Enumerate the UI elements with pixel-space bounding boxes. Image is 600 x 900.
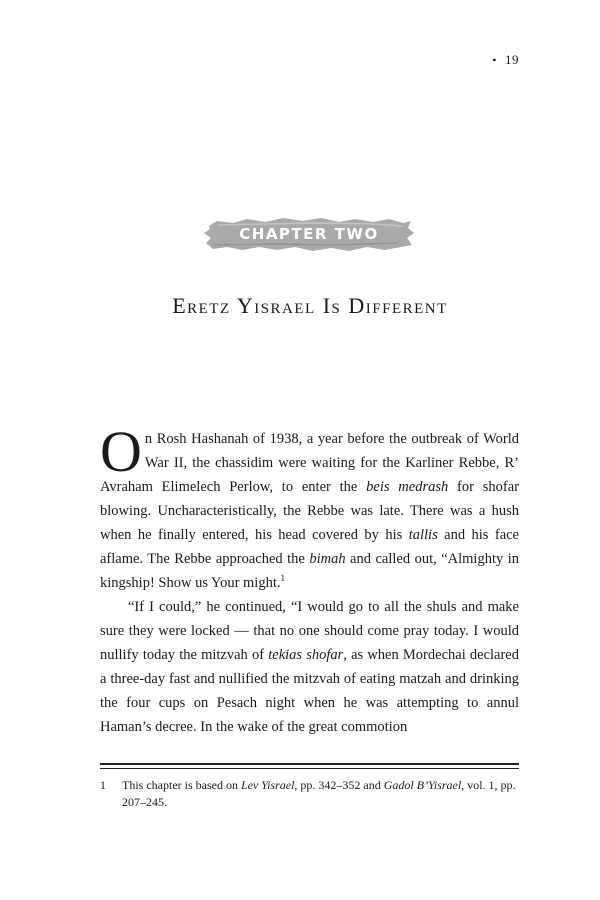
chapter-title: Eretz Yisrael Is Different bbox=[172, 292, 448, 318]
paragraph-2 bbox=[100, 595, 519, 739]
text-run: “If I could,” he continued, “I would go to all the shuls and make sure they were locked — that no one should come pray today. I would nullify today the mitzvah of bbox=[100, 599, 519, 663]
italic-run: bimah bbox=[309, 551, 346, 567]
page-number-value: 19 bbox=[505, 52, 519, 67]
text-run: and called out, “Almighty in kingship! Show us Your might. bbox=[100, 551, 519, 591]
text-run: and his face aflame. The Rebbe approached the bbox=[100, 527, 519, 567]
footnote bbox=[100, 777, 519, 811]
italic-run: Gadol B’Yisrael bbox=[383, 778, 462, 792]
footnote-divider bbox=[100, 763, 519, 765]
text-run: , pp. 342–352 and bbox=[294, 778, 384, 792]
paragraph-1 bbox=[100, 419, 519, 595]
bullet-icon: • bbox=[492, 53, 497, 67]
body-text bbox=[100, 419, 519, 739]
text-run: , as when Mordechai declared a three-day fast and nullified the mitzvah of eating matzah and drinking the four cups on Pesach night when he was attempting to annul Haman’s decree. In the wake of the great commotion bbox=[100, 647, 519, 735]
footnote-text bbox=[122, 777, 519, 811]
italic-run: tekias shofar bbox=[268, 647, 344, 663]
text-run: n Rosh Hashanah of 1938, a year before the outbreak of World War II, the chassidim were waiting for the Karliner Rebbe, R’ Avraham Elimelech Perlow, to enter the bbox=[100, 431, 519, 495]
footnote-divider-thin bbox=[100, 768, 519, 769]
chapter-label-banner bbox=[203, 214, 415, 254]
text-run: for shofar blowing. Uncharacteristically, the Rebbe was late. There was a hush when he finally entered, his head covered by his bbox=[100, 479, 519, 543]
italic-run: tallis bbox=[408, 527, 438, 543]
italic-run: beis medrash bbox=[366, 479, 449, 495]
drop-cap: O bbox=[100, 419, 142, 484]
text-run: , vol. 1, pp. 207–245. bbox=[122, 778, 516, 809]
footnote-number: 1 bbox=[100, 778, 106, 792]
italic-run: Lev Yisrael bbox=[240, 778, 295, 792]
chapter-label: CHAPTER TWO bbox=[239, 225, 379, 243]
text-run: This chapter is based on bbox=[122, 778, 241, 792]
footnote-reference[interactable]: 1 bbox=[280, 573, 285, 584]
page-number bbox=[492, 52, 519, 68]
